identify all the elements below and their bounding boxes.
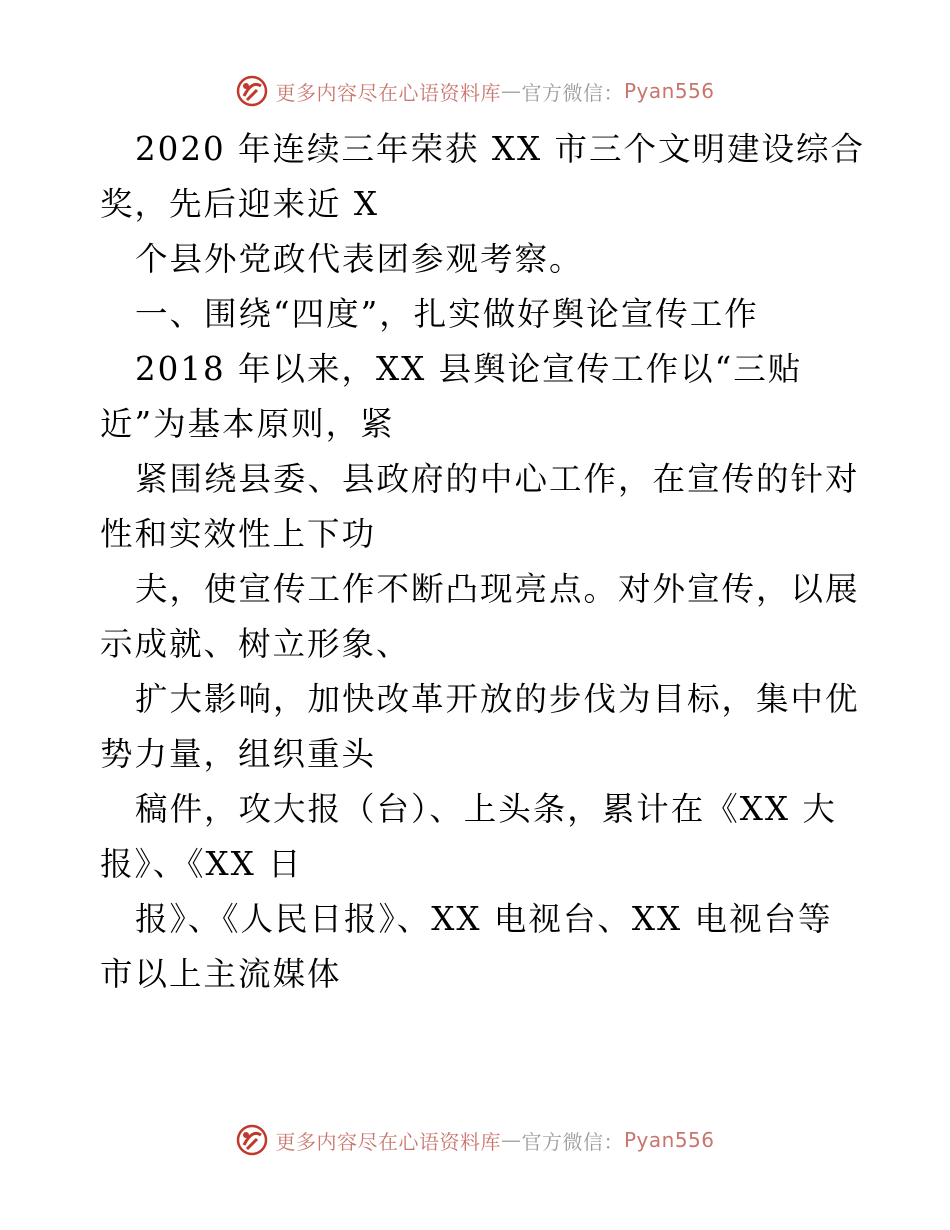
text-line: 一、围绕“四度”，扎实做好舆论宣传工作: [135, 295, 759, 333]
watermark-id-text: Pyan556: [623, 1128, 715, 1152]
footer-watermark: [0, 1123, 950, 1157]
text-line: 奖，先后迎来近 X: [100, 185, 379, 223]
header-watermark: [0, 74, 950, 108]
watermark-dash: —: [500, 1128, 522, 1152]
seal-logo-icon: [235, 1123, 269, 1157]
text-line: 个县外党政代表团参观考察。: [135, 240, 584, 278]
watermark-main-text: 更多内容尽在心语资料库: [275, 1129, 501, 1154]
text-line: 报》、《人民日报》、XX 电视台、XX 电视台等: [135, 900, 833, 938]
watermark-main-text: 更多内容尽在心语资料库: [275, 80, 501, 105]
text-line: 市以上主流媒体: [100, 955, 342, 993]
text-line: 稿件，攻大报（台）、上头条，累计在《XX 大: [135, 790, 837, 828]
text-line: 势力量，组织重头: [100, 735, 377, 773]
watermark-sub-text: 官方微信：: [521, 1129, 624, 1154]
text-line: 2020 年连续三年荣获 XX 市三个文明建设综合: [135, 130, 865, 168]
seal-logo-icon: [235, 74, 269, 108]
text-line: 扩大影响，加快改革开放的步伐为目标，集中优: [135, 680, 860, 718]
watermark-dash: —: [500, 79, 522, 103]
text-line: 近”为基本原则，紧: [100, 405, 395, 443]
text-line: 性和实效性上下功: [100, 515, 377, 553]
text-line: 示成就、树立形象、: [100, 625, 411, 663]
watermark-id-text: Pyan556: [623, 79, 715, 103]
watermark-sub-text: 官方微信：: [521, 80, 624, 105]
text-line: 2018 年以来，XX 县舆论宣传工作以“三贴: [135, 350, 803, 388]
document-body: [100, 122, 890, 1002]
text-line: 报》、《XX 日: [100, 845, 303, 883]
text-line: 夫，使宣传工作不断凸现亮点。对外宣传，以展: [135, 570, 860, 608]
text-line: 紧围绕县委、县政府的中心工作，在宣传的针对: [135, 460, 860, 498]
